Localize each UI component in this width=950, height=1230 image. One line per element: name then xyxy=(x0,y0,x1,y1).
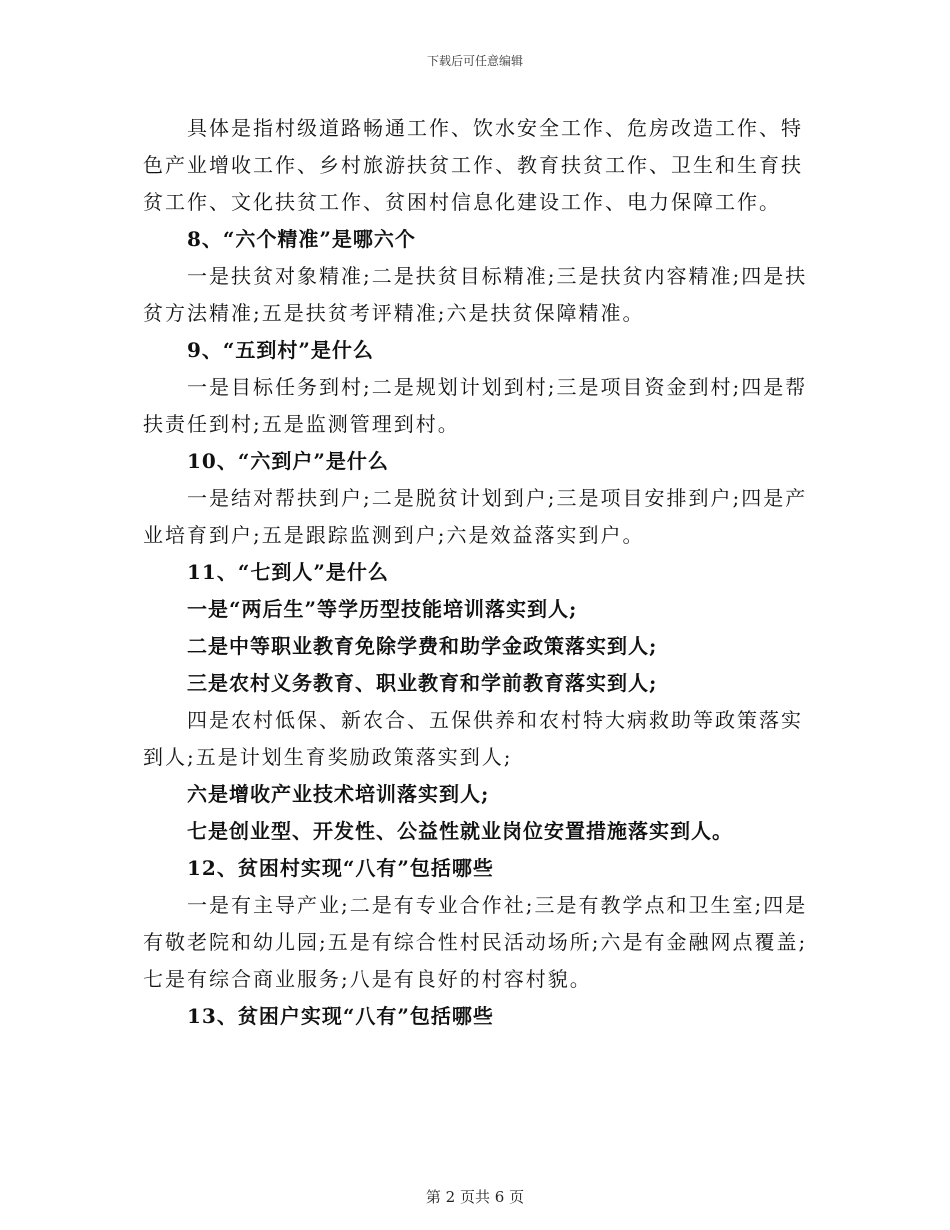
heading-11: 11、“七到人”是什么 xyxy=(187,560,389,584)
paragraph-9: 一是目标任务到村;二是规划计划到村;三是项目资金到村;四是帮扶责任到村;五是监测管理到村。 xyxy=(143,375,808,436)
heading-13: 13、贫困户实现“八有”包括哪些 xyxy=(187,1004,494,1028)
paragraph-11-item-4: 四是农村低保、新农合、五保供养和农村特大病救助等政策落实到人;五是计划生育奖励政策落实到人; xyxy=(143,708,803,769)
paragraph-11-item-6: 六是增收产业技术培训落实到人; xyxy=(187,782,490,806)
heading-8: 8、“六个精准”是哪六个 xyxy=(187,227,416,251)
heading-9: 9、“五到村”是什么 xyxy=(187,338,374,362)
paragraph-11-item-1: 一是“两后生”等学历型技能培训落实到人; xyxy=(187,597,578,621)
document-body xyxy=(143,110,813,1035)
intro-paragraph: 具体是指村级道路畅通工作、饮水安全工作、危房改造工作、特色产业增收工作、乡村旅游扶贫工作、教育扶贫工作、卫生和生育扶贫工作、文化扶贫工作、贫困村信息化建设工作、电力保障工作。 xyxy=(143,116,803,214)
paragraph-11-item-7: 七是创业型、开发性、公益性就业岗位安置措施落实到人。 xyxy=(187,819,733,843)
page-header: 下载后可任意编辑 xyxy=(426,54,523,68)
paragraph-11-item-3: 三是农村义务教育、职业教育和学前教育落实到人; xyxy=(187,671,658,695)
paragraph-12: 一是有主导产业;二是有专业合作社;三是有教学点和卫生室;四是有敬老院和幼儿园;五是有综合性村民活动场所;六是有金融网点覆盖;七是有综合商业服务;八是有良好的村容村貌。 xyxy=(143,893,808,991)
paragraph-10: 一是结对帮扶到户;二是脱贫计划到户;三是项目安排到户;四是产业培育到户;五是跟踪监测到户;六是效益落实到户。 xyxy=(143,486,808,547)
paragraph-11-item-2: 二是中等职业教育免除学费和助学金政策落实到人; xyxy=(187,634,658,658)
heading-10: 10、“六到户”是什么 xyxy=(187,449,389,473)
page-footer: 第 2 页共 6 页 xyxy=(425,1188,525,1206)
heading-12: 12、贫困村实现“八有”包括哪些 xyxy=(187,856,494,880)
paragraph-8: 一是扶贫对象精准;二是扶贫目标精准;三是扶贫内容精准;四是扶贫方法精准;五是扶贫考评精准;六是扶贫保障精准。 xyxy=(143,264,808,325)
